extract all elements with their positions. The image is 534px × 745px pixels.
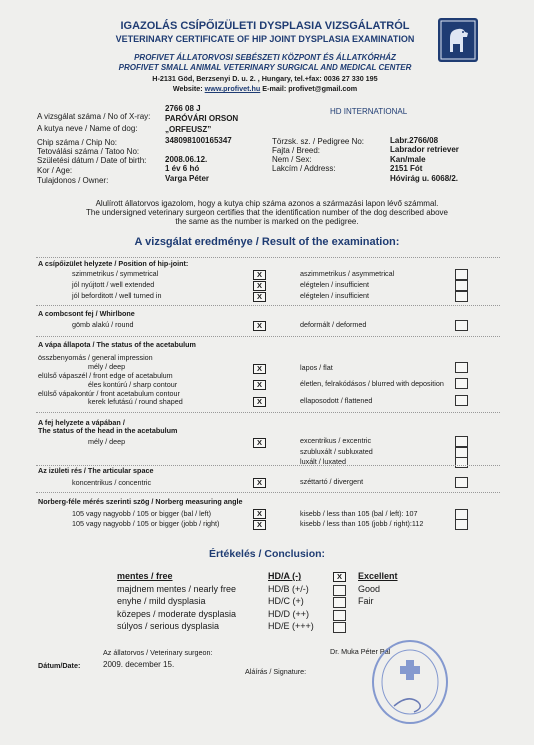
head-position-subluxated-label: szubluxált / subluxated <box>300 447 373 456</box>
articular-concentric-checkbox[interactable]: X <box>253 478 266 488</box>
breed-label: Fajta / Breed: <box>272 146 321 155</box>
norberg-left-less-label: kisebb / less than 105 (bal / left): 107 <box>300 509 418 518</box>
divider <box>36 336 500 337</box>
address-value-2: Hóvirág u. 6068/2. <box>390 174 459 183</box>
articular-divergent-label: széttartó / divergent <box>300 477 364 486</box>
whirlbone-deformed-label: deformált / deformed <box>300 320 367 329</box>
conclusion-title: Értékelés / Conclusion: <box>208 548 326 560</box>
acetabulum-sharp-checkbox[interactable]: X <box>253 380 266 390</box>
owner-value: Varga Péter <box>165 174 210 183</box>
hip-insufficient-label-1: elégtelen / insufficient <box>300 280 369 289</box>
hip-well-turned-checkbox[interactable]: X <box>253 292 266 302</box>
hip-symmetrical-checkbox[interactable]: X <box>253 270 266 280</box>
head-position-heading-1: A fej helyzete a vápában / <box>38 418 125 427</box>
tattoo-label: Tetoválási száma / Tatoo No: <box>37 147 140 156</box>
acetabulum-deep-label: mély / deep <box>88 362 126 371</box>
hd-international: HD INTERNATIONAL <box>330 107 408 116</box>
hip-well-extended-label: jól nyújtott / well extended <box>72 280 155 289</box>
official-stamp <box>372 640 448 724</box>
head-position-deep-checkbox[interactable]: X <box>253 438 266 448</box>
conclusion-rating: Excellent <box>358 571 398 581</box>
statement-line-2: The undersigned veterinary surgeon certifies that the identification number of the dog described above <box>86 208 448 217</box>
website-link[interactable]: www.profivet.hu <box>204 84 261 93</box>
norberg-right-checkbox[interactable]: X <box>253 520 266 530</box>
dog-name-label: A kutya neve / Name of dog: <box>37 124 138 133</box>
norberg-right-less-label: kisebb / less than 105 (jobb / right):112 <box>300 519 424 528</box>
norberg-left-label: 105 vagy nagyobb / 105 or bigger (bal / left) <box>72 509 212 518</box>
conclusion-grade-label: majdnem mentes / nearly free <box>117 583 237 594</box>
conclusion-grade-label: súlyos / serious dysplasia <box>117 621 220 631</box>
sex-value: Kan/male <box>390 155 426 164</box>
hip-well-turned-label: jól beforditott / well turned in <box>72 291 162 300</box>
conclusion-checkbox[interactable] <box>333 622 346 633</box>
dog-name-value: PARÓVÁRI ORSON <box>165 114 239 123</box>
clinic-name-english: PROFIVET SMALL ANIMAL VETERINARY SURGICAL AND MEDICAL CENTER <box>118 63 412 72</box>
website-label: Website: <box>172 84 203 93</box>
acetabulum-sharp-label: éles kontúrú / sharp contour <box>88 380 178 389</box>
divider <box>36 305 500 306</box>
articular-concentric-label: koncentrikus / concentric <box>72 478 152 487</box>
conclusion-hd-grade: HD/A (-) <box>268 571 302 581</box>
acetabulum-blurred-label: életlen, felrakódásos / blurred with deposition <box>300 379 444 388</box>
head-position-luxated-checkbox[interactable] <box>455 457 468 468</box>
surgeon-name: Dr. Muka Péter Pál <box>330 647 391 656</box>
hip-insufficient-checkbox-1[interactable] <box>455 280 468 291</box>
chip-label: Chip száma / Chip No: <box>37 138 118 147</box>
acetabulum-flattened-label: ellaposodott / flattened <box>300 396 373 405</box>
conclusion-hd-grade: HD/B (+/-) <box>268 583 309 594</box>
norberg-right-less-checkbox[interactable] <box>455 519 468 530</box>
owner-label: Tulajdonos / Owner: <box>37 176 109 185</box>
conclusion-rating: Fair <box>358 596 374 606</box>
conclusion-checkbox[interactable]: X <box>333 572 346 582</box>
clinic-contact <box>60 84 470 93</box>
conclusion-checkbox[interactable] <box>333 585 346 596</box>
acetabulum-impression-label: összbenyomás / general impression <box>38 353 153 362</box>
signature-label: Aláírás / Signature: <box>245 667 307 676</box>
norberg-right-label: 105 vagy nagyobb / 105 or bigger (jobb / right) <box>72 519 220 528</box>
acetabulum-heading: A vápa állapota / The status of the acetabulum <box>38 340 196 349</box>
head-position-excentric-label: excentrikus / excentric <box>300 436 372 445</box>
head-position-excentric-checkbox[interactable] <box>455 436 468 447</box>
conclusion-grade-label: enyhe / mild dysplasia <box>117 596 206 606</box>
email-text: E-mail: profivet@gmail.com <box>262 84 358 93</box>
norberg-left-checkbox[interactable]: X <box>253 509 266 519</box>
divider <box>36 412 500 413</box>
whirlbone-deformed-checkbox[interactable] <box>455 320 468 331</box>
pedigree-value: Labr.2766/08 <box>390 136 439 145</box>
age-label: Kor / Age: <box>37 166 73 175</box>
acetabulum-round-checkbox[interactable]: X <box>253 397 266 407</box>
clinic-address: H-2131 Göd, Berzsenyi D. u. 2. , Hungary, tel.+fax: 0036 27 330 195 <box>152 74 378 83</box>
acetabulum-flat-checkbox[interactable] <box>455 362 468 373</box>
divider <box>36 492 500 493</box>
address-value-1: 2151 Fót <box>390 164 423 173</box>
acetabulum-flattened-checkbox[interactable] <box>455 395 468 406</box>
articular-divergent-checkbox[interactable] <box>455 477 468 488</box>
xray-value: 2766 08 J <box>165 104 201 113</box>
conclusion-checkbox[interactable] <box>333 610 346 621</box>
hip-well-extended-checkbox[interactable]: X <box>253 281 266 291</box>
clinic-name-hungarian: PROFIVET ÁLLATORVOSI SEBÉSZETI KÖZPONT ÉS ÁLLATKÓRHÁZ <box>134 53 396 62</box>
conclusion-rating: Good <box>358 583 381 594</box>
statement-line-1: Alulírott állatorvos igazolom, hogy a kutya chip száma azonos a származási lapon lévő számmal. <box>95 199 439 208</box>
results-title: A vizsgálat eredménye / Result of the examination: <box>134 236 400 248</box>
surgeon-label: Az állatorvos / Veterinary surgeon: <box>103 648 213 657</box>
head-position-deep-label: mély / deep <box>88 437 126 446</box>
conclusion-hd-grade: HD/D (++) <box>268 608 310 619</box>
title-english: VETERINARY CERTIFICATE OF HIP JOINT DYSPLASIA EXAMINATION <box>115 34 415 44</box>
whirlbone-heading: A combcsont fej / Whirlbone <box>38 309 135 318</box>
hip-asymmetrical-label: aszimmetrikus / asymmetrical <box>300 269 395 278</box>
whirlbone-round-checkbox[interactable]: X <box>253 321 266 331</box>
chip-value: 348098100165347 <box>165 136 232 145</box>
address-label: Lakcím / Address: <box>272 164 336 173</box>
breed-value: Labrador retriever <box>390 145 459 154</box>
conclusion-hd-grade: HD/E (+++) <box>268 621 314 631</box>
hip-symmetrical-label: szimmetrikus / symmetrical <box>72 269 159 278</box>
head-position-heading-2: The status of the head in the acetabulum <box>38 426 178 435</box>
acetabulum-blurred-checkbox[interactable] <box>455 378 468 389</box>
age-value: 1 év 6 hó <box>165 164 200 173</box>
date-label: Dátum/Date: <box>38 661 81 670</box>
hip-insufficient-label-2: elégtelen / insufficient <box>300 291 369 300</box>
pedigree-label: Törzsk. sz. / Pedigree No: <box>272 137 365 146</box>
statement-line-3: the same as the number is marked on the pedigree. <box>175 217 359 226</box>
divider <box>36 257 500 258</box>
birth-value: 2008.06.12. <box>165 155 208 164</box>
xray-label: A vizsgálat száma / No of X-ray: <box>37 112 151 121</box>
acetabulum-round-label: kerek lefutású / round shaped <box>88 397 183 406</box>
acetabulum-flat-label: lapos / flat <box>300 363 333 372</box>
dog-callname-value: „ORFEUSZ” <box>165 125 212 134</box>
acetabulum-front-edge-label: elülső vápaszél / front edge of acetabulum <box>38 371 173 380</box>
conclusion-grade-label: mentes / free <box>117 571 173 581</box>
date-value: 2009. december 15. <box>103 660 175 669</box>
hip-insufficient-checkbox-2[interactable] <box>455 291 468 302</box>
sex-label: Nem / Sex: <box>272 155 312 164</box>
articular-space-heading: Az izületi rés / The articular space <box>38 466 154 475</box>
conclusion-hd-grade: HD/C (+) <box>268 596 304 606</box>
acetabulum-deep-checkbox[interactable]: X <box>253 364 266 374</box>
acetabulum-front-contour-label: elülső vápakontúr / front acetabulum contour <box>38 389 180 398</box>
conclusion-checkbox[interactable] <box>333 597 346 608</box>
norberg-heading: Norberg-féle mérés szerinti szög / Norberg measuring angle <box>38 497 243 506</box>
birth-label: Születési dátum / Date of birth: <box>37 156 147 165</box>
hip-section-heading: A csípőizület helyzete / Position of hip-joint: <box>38 259 189 268</box>
title-hungarian: IGAZOLÁS CSÍPŐIZÜLETI DYSPLASIA VIZSGÁLATRÓL <box>120 20 410 32</box>
whirlbone-round-label: gömb alakú / round <box>72 320 134 329</box>
conclusion-grade-label: közepes / moderate dysplasia <box>117 608 237 619</box>
hip-asymmetrical-checkbox[interactable] <box>455 269 468 280</box>
head-position-luxated-label: luxált / luxated <box>300 457 346 466</box>
